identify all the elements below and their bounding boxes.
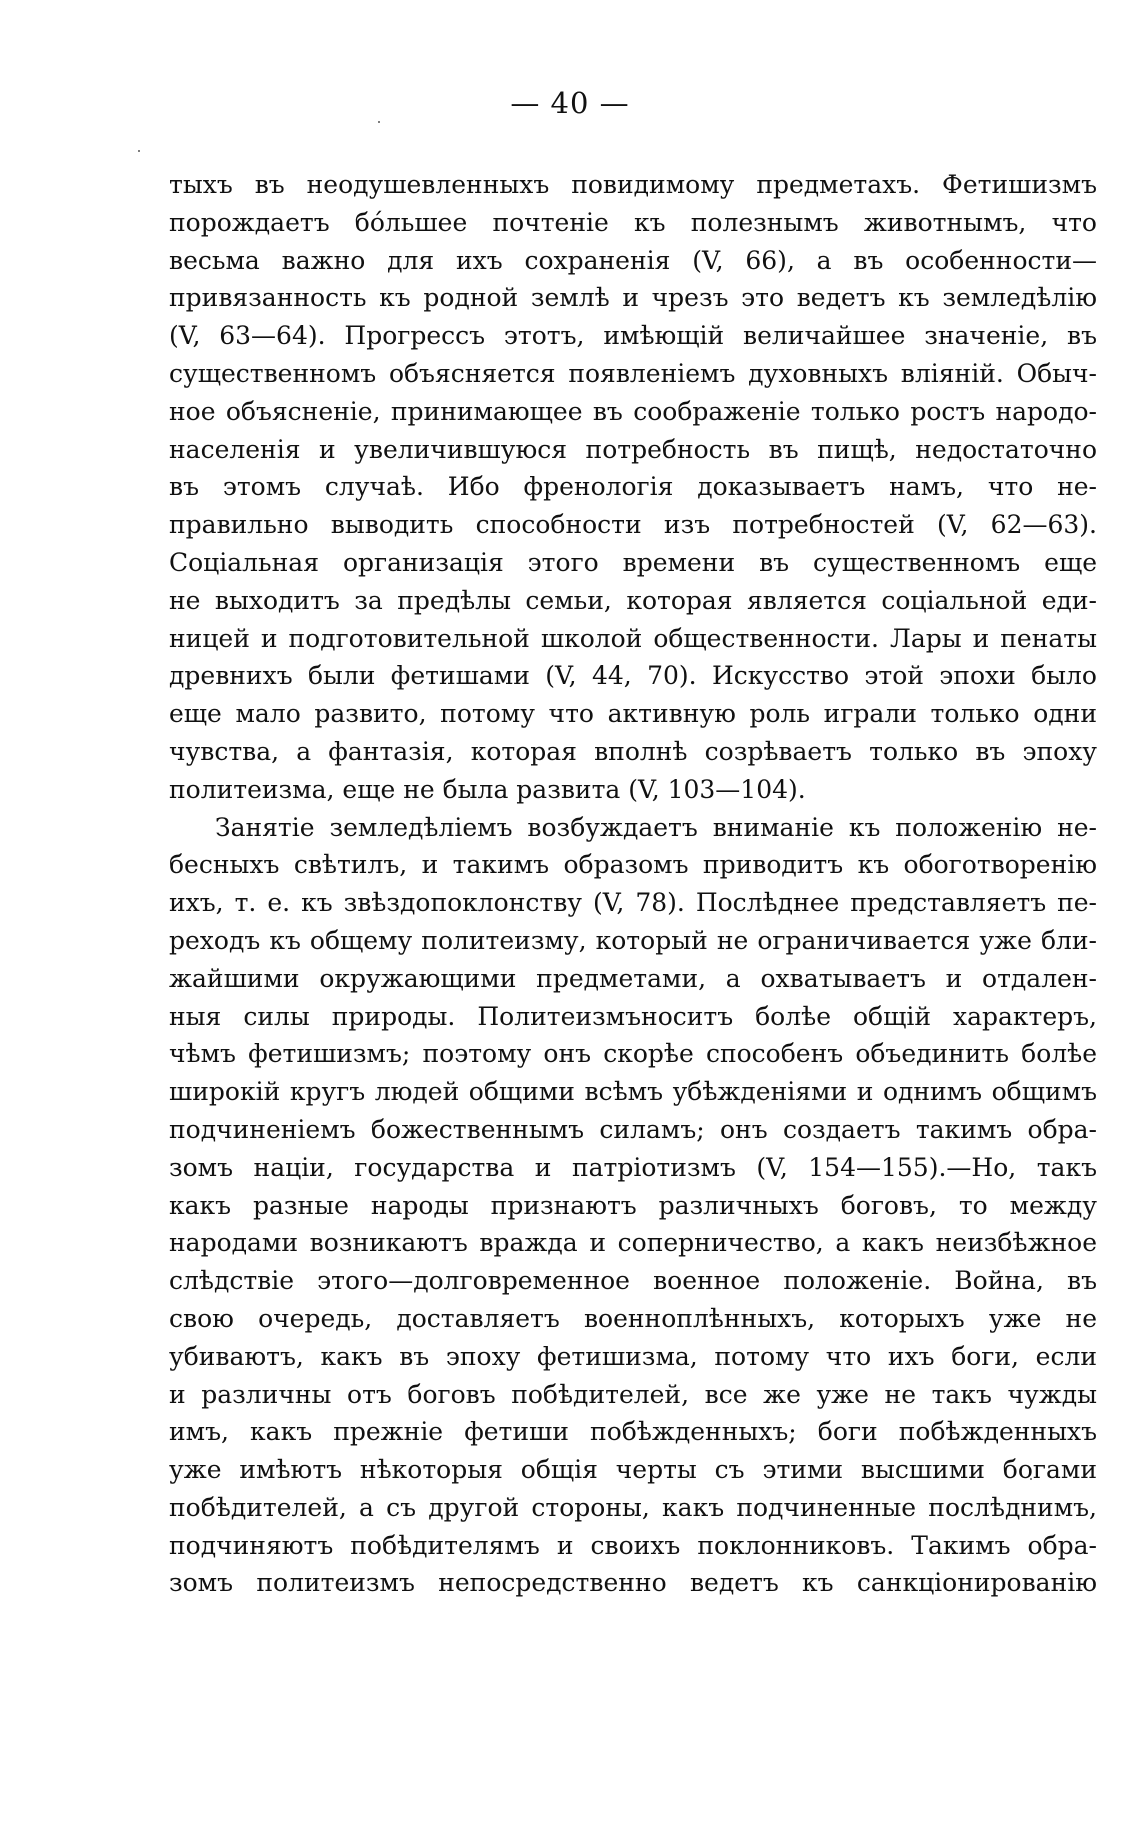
- scan-speck: [378, 121, 380, 123]
- text-line: зомъ политеизмъ непосредственно ведетъ къ санкцiонированiю: [169, 1568, 1097, 1598]
- text-line: ныя силы природы. Политеизмъноситъ болѣе общiй характеръ,: [169, 1001, 1097, 1031]
- text-line: убиваютъ, какъ въ эпоху фетишизма, потому что ихъ боги, если: [169, 1341, 1097, 1371]
- text-line: чѣмъ фетишизмъ; поэтому онъ скорѣе способенъ объединить болѣе: [169, 1039, 1097, 1069]
- text-line: въ этомъ случаѣ. Ибо френологiя доказываетъ намъ, что не-: [169, 472, 1097, 502]
- text-line: правильно выводить способности изъ потребностей (V, 62—63).: [169, 510, 1097, 540]
- text-line: подчиняютъ побѣдителямъ и своихъ поклонниковъ. Такимъ обра-: [169, 1530, 1097, 1560]
- text-line: зомъ нацiи, государства и патрiотизмъ (V, 154—155).—Но, такъ: [169, 1152, 1097, 1182]
- text-line: жайшими окружающими предметами, а охватываетъ и отдален-: [169, 963, 1097, 993]
- text-line: порождаетъ бóльшее почтенiе къ полезнымъ животнымъ, что: [169, 207, 1097, 237]
- text-line: Занятiе земледѣлiемъ возбуждаетъ вниманiе къ положенiю не-: [215, 812, 1097, 842]
- text-line: ницей и подготовительной школой общественности. Лары и пенаты: [169, 623, 1097, 653]
- text-line: и различны отъ боговъ побѣдителей, все же уже не такъ чужды: [169, 1379, 1097, 1409]
- text-line: политеизма, еще не была развита (V, 103—104).: [169, 774, 806, 804]
- text-line: народами возникаютъ вражда и соперничество, а какъ неизбѣжное: [169, 1228, 1097, 1258]
- text-line: тыхъ въ неодушевленныхъ повидимому предметахъ. Фетишизмъ: [169, 170, 1097, 199]
- text-line: свою очередь, доставляетъ военноплѣнныхъ, которыхъ уже не: [169, 1303, 1097, 1333]
- text-line: слѣдствiе этого—долговременное военное положенiе. Война, въ: [169, 1266, 1097, 1296]
- text-line: имъ, какъ прежнiе фетиши побѣжденныхъ; боги побѣжденныхъ: [169, 1417, 1097, 1447]
- text-line: какъ разные народы признаютъ различныхъ боговъ, то между: [169, 1190, 1097, 1220]
- page-number: — 40 —: [510, 86, 630, 120]
- text-line: уже имѣютъ нѣкоторыя общiя черты съ этими высшими богами: [169, 1455, 1097, 1485]
- text-line: весьма важно для ихъ сохраненiя (V, 66), а въ особенности—: [169, 245, 1097, 275]
- text-line: подчиненiемъ божественнымъ силамъ; онъ создаетъ такимъ обра-: [169, 1114, 1097, 1144]
- text-line: не выходитъ за предѣлы семьи, которая является соцiальной еди-: [169, 585, 1097, 615]
- text-line: существенномъ объясняется появленiемъ духовныхъ влiянiй. Обыч-: [169, 358, 1097, 388]
- text-line: побѣдителей, а съ другой стороны, какъ подчиненные послѣднимъ,: [169, 1492, 1097, 1522]
- text-line: ихъ, т. е. къ звѣздопоклонству (V, 78). Послѣднее представляетъ пе-: [169, 888, 1097, 918]
- text-line: населенiя и увеличившуюся потребность въ пищѣ, недостаточно: [169, 434, 1097, 464]
- text-line: чувства, а фантазiя, которая вполнѣ созрѣваетъ только въ эпоху: [169, 736, 1097, 766]
- text-line: (V, 63—64). Прогрессъ этотъ, имѣющiй величайшее значенiе, въ: [169, 321, 1097, 351]
- text-line: широкiй кругъ людей общими всѣмъ убѣжденiями и однимъ общимъ: [169, 1077, 1097, 1107]
- text-line: древнихъ были фетишами (V, 44, 70). Искусство этой эпохи было: [169, 661, 1097, 691]
- scan-speck: [138, 150, 140, 152]
- body-text: [169, 166, 1097, 1602]
- text-line: Соцiальная организацiя этого времени въ существенномъ еще: [169, 547, 1097, 577]
- text-line: ное объясненiе, принимающее въ соображенiе только ростъ народо-: [169, 396, 1097, 426]
- text-line: привязанность къ родной землѣ и чрезъ это ведетъ къ земледѣлiю: [169, 283, 1097, 313]
- text-line: бесныхъ свѣтилъ, и такимъ образомъ приводитъ къ обоготворенiю: [169, 850, 1097, 880]
- text-line: еще мало развито, потому что активную роль играли только одни: [169, 699, 1097, 729]
- text-line: реходъ къ общему политеизму, который не ограничивается уже бли-: [169, 925, 1097, 955]
